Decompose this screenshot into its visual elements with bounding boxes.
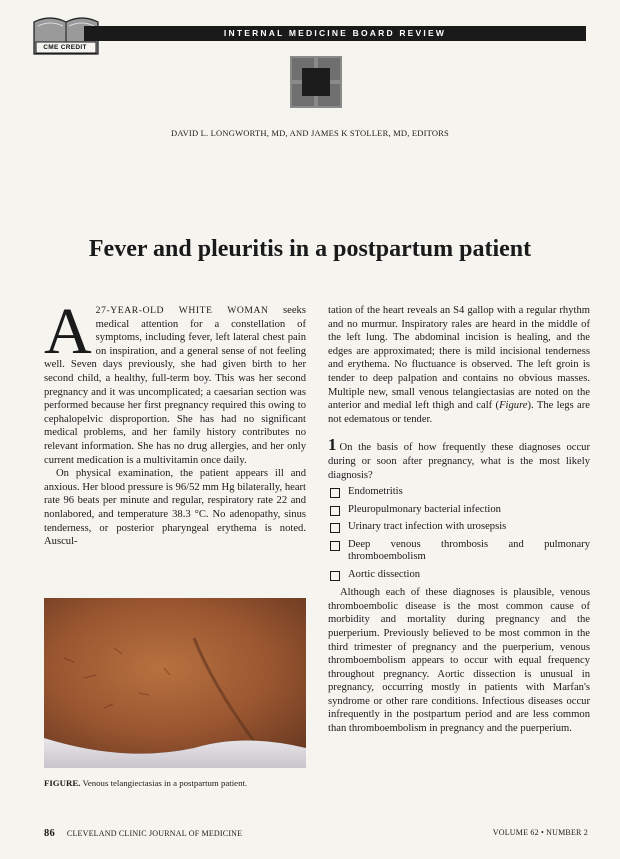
figure-caption — [44, 778, 306, 789]
figure-caption-label: FIGURE. — [44, 778, 81, 788]
answer-option[interactable] — [328, 504, 590, 517]
answer-option[interactable] — [328, 569, 590, 582]
exam-continued-text-b: ). The legs are not edematous or tender. — [328, 400, 590, 425]
question-1 — [328, 435, 590, 482]
answer-option[interactable] — [328, 486, 590, 499]
question-number: 1 — [328, 435, 337, 455]
exam-continued-paragraph — [328, 304, 590, 426]
cme-credit-label: CME CREDIT — [43, 44, 87, 51]
clinical-photo — [44, 598, 306, 768]
footer-volume: VOLUME 62 • NUMBER 2 — [492, 828, 588, 837]
option-label: Deep venous thrombosis and pulmonary thromboembolism — [348, 538, 590, 563]
checkbox-icon — [330, 488, 340, 498]
right-column — [328, 304, 590, 736]
exam-continued-text-a: tation of the heart reveals an S4 gallop with a regular rhythm and no murmur. Inspiratory rales are heard in the middle of the left lung. The abdominal incision is healing, and the edges are approximated; there is mild incisional tenderness and erythema. No fluctuance is observed. The left groin is tender to deep palpation and contains no obvious masses. Multiple new, small venous telangiectasias are noted on the anterior and medial left thigh and calf ( — [328, 305, 590, 412]
lead-in-caps: 27-YEAR-OLD WHITE WOMAN — [95, 305, 269, 316]
footer-left — [44, 828, 242, 839]
editors-line: DAVID L. LONGWORTH, MD, AND JAMES K STOLLER, MD, EDITORS — [171, 128, 449, 138]
option-label: Urinary tract infection with urosepsis — [348, 521, 507, 533]
question-text: On the basis of how frequently these diagnoses occur during or soon after pregnancy, what is the most likely diagnosis? — [328, 442, 590, 481]
drop-cap: A — [44, 295, 92, 368]
option-label: Aortic dissection — [348, 568, 421, 580]
answer-option[interactable] — [328, 521, 590, 534]
answer-discussion: Although each of these diagnoses is plausible, venous thromboembolic disease is the most common cause of morbidity and mortality during pregnancy and the puerperium. Previously believed to be most common in the third trimester of pregnancy and the puerperium, venous thromboembolism appears to occur with equal frequency throughout pregnancy. Aortic dissection is unusual in pregnancy, occurring mostly in patients with Marfan's syndrome or other rare conditions. Infectious diseases occur infrequently in the postpartum period and are less common than thromboembolism in pregnancy and the puerperium. — [328, 587, 590, 735]
option-label: Pleuropulmonary bacterial infection — [348, 503, 501, 515]
checkbox-icon — [330, 541, 340, 551]
section-banner: INTERNAL MEDICINE BOARD REVIEW — [84, 26, 586, 41]
journal-logo-icon — [290, 56, 342, 108]
answer-option[interactable] — [328, 539, 590, 564]
page-number: 86 — [44, 828, 55, 839]
left-column — [44, 295, 306, 549]
figure-caption-text: Venous telangiectasias in a postpartum patient. — [80, 778, 248, 788]
exam-paragraph: On physical examination, the patient appears ill and anxious. Her blood pressure is 96/52 mm Hg bilaterally, heart rate 96 beats per minute and regular, respiratory rate 22 and nonlabored, and temperature 38.3 °C. No adenopathy, sinus tenderness, or posterior pharyngeal erythema is noted. Auscul- — [44, 468, 306, 548]
answer-options — [328, 486, 590, 581]
option-label: Endometritis — [348, 486, 403, 498]
checkbox-icon — [330, 506, 340, 516]
intro-text: seeks medical attention for a constellation of symptoms, including fever, left lateral chest pain on inspiration, and a general sense of not feeling well. Seven days previously, she had given birth to her second child, a healthy, full-term boy. This was her second pregnancy and it was uncomplicated; a caesarian section was performed because her first pregnancy required this owing to cephalopelvic disproportion. She has had no significant medical problems, and her family history contributes no relevant information. She has no drug allergies, and her only current medication is a multivitamin once daily. — [44, 305, 306, 466]
figure-reference: Figure — [499, 400, 528, 412]
article-title: Fever and pleuritis in a postpartum patient — [88, 236, 532, 262]
checkbox-icon — [330, 523, 340, 533]
checkbox-icon — [330, 571, 340, 581]
journal-name: CLEVELAND CLINIC JOURNAL OF MEDICINE — [66, 829, 243, 838]
intro-paragraph — [44, 295, 306, 467]
